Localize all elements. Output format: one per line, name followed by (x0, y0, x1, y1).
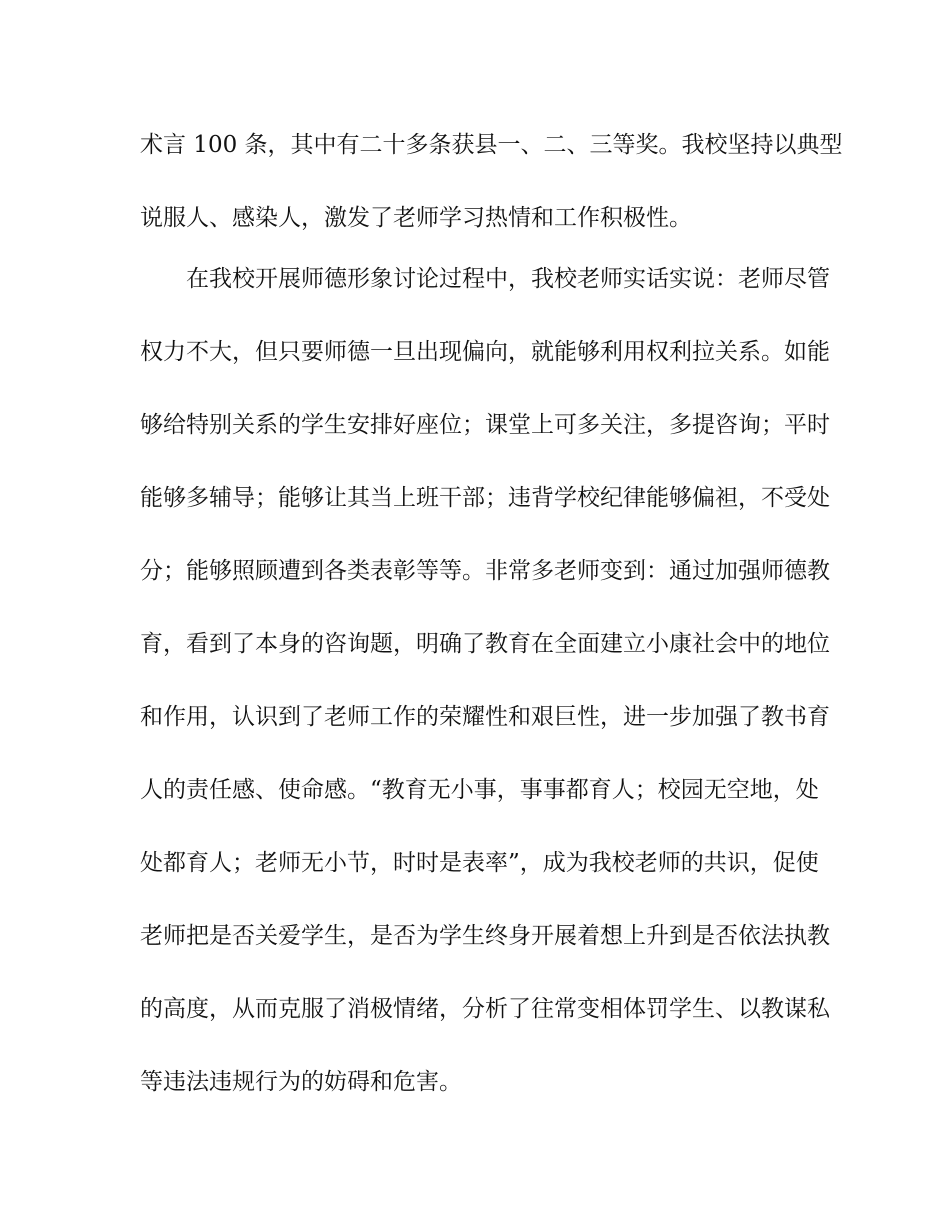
text-line: 分；能够照顾遭到各类表彰等等。非常多老师变到：通过加强师德教 (140, 558, 830, 584)
text-line: 权力不大，但只要师德一旦出现偏向，就能够利用权利拉关系。如能 (140, 339, 830, 365)
text-line: 老师把是否关爱学生，是否为学生终身开展着想上升到是否依法执教 (140, 923, 830, 949)
paragraph-start-line: 在我校开展师德形象讨论过程中，我校老师实话实说：老师尽管 (186, 266, 830, 292)
text-line: 说服人、感染人，激发了老师学习热情和工作积极性。 (140, 205, 692, 231)
text-line: 育，看到了本身的咨询题，明确了教育在全面建立小康社会中的地位 (140, 631, 830, 657)
text-line: 的高度，从而克服了消极情绪，分析了往常变相体罚学生、以教谋私 (140, 996, 830, 1022)
text-line: 术言 100 条，其中有二十多条获县一、二、三等奖。我校坚持以典型 (140, 132, 843, 158)
text-line: 够给特别关系的学生安排好座位；课堂上可多关注，多提咨询；平时 (140, 412, 830, 438)
text-line: 能够多辅导；能够让其当上班干部；违背学校纪律能够偏袒，不受处 (140, 485, 830, 511)
text-line: 人的责任感、使命感。“教育无小事，事事都育人；校园无空地，处 (140, 777, 819, 803)
text-line: 处都育人；老师无小节，时时是表率”，成为我校老师的共识，促使 (140, 850, 819, 876)
text-line: 和作用，认识到了老师工作的荣耀性和艰巨性，进一步加强了教书育 (140, 704, 830, 730)
text-line: 等违法违规行为的妨碍和危害。 (140, 1069, 462, 1095)
